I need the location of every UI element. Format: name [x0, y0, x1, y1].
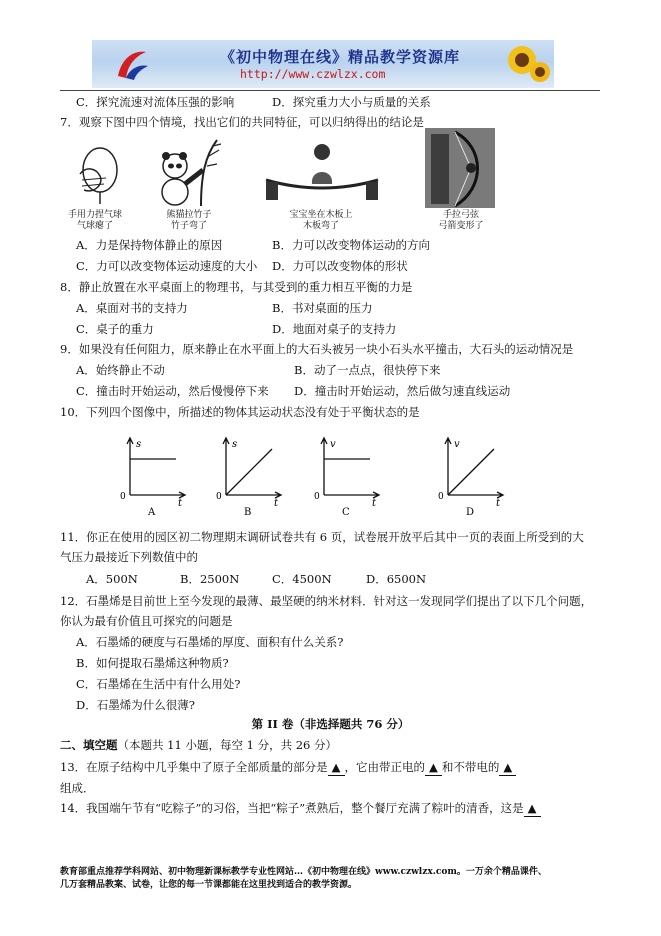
banner-title: 《初中物理在线》精品教学资源库: [220, 48, 461, 66]
q14-text-1: 14．我国端午节有“吃粽子”的习俗，当把“粽子”煮熟后，整个餐厅充满了粽叶的清香，这是: [60, 801, 524, 815]
q8-option-d: D．地面对桌子的支持力: [272, 322, 397, 336]
q9-option-a: A．始终静止不动: [76, 363, 165, 377]
q13-text-3: 和不带电的: [441, 760, 500, 774]
graph-d-origin: 0: [438, 492, 444, 502]
balloon-squeeze-illustration: [66, 140, 130, 208]
q10-graph-a: [118, 435, 188, 520]
q13-line-2: 组成．: [60, 781, 95, 795]
q11-line-2: 气压力最接近下列数值中的: [60, 550, 198, 564]
sunflower-icon: [504, 42, 550, 88]
q12-option-c: C．石墨烯在生活中有什么用处?: [76, 677, 241, 691]
q8-option-a: A．桌面对书的支持力: [76, 301, 188, 315]
q9-stem: 9．如果没有任何阻力，原来静止在水平面上的大石头被另一块小石头水平撞击，大石头的运动情况是: [60, 342, 574, 356]
q10-graph-c: [312, 435, 382, 520]
q12-option-b: B．如何提取石墨烯这种物质?: [76, 656, 229, 670]
q7-caption-1: 手用力捏气球 气球瘪了: [67, 210, 122, 231]
q11-option-d: D．6500N: [366, 572, 427, 586]
q7-option-c: C．力可以改变物体运动速度的大小: [76, 259, 258, 273]
fill-section-heading: [60, 738, 337, 753]
answer-blank[interactable]: ▲: [524, 801, 541, 817]
graph-b-letter: B: [244, 507, 252, 518]
graph-c-letter: C: [342, 507, 350, 518]
answer-blank[interactable]: ▲: [425, 760, 442, 776]
q7-caption-4: 手拉弓弦 弓箭变形了: [438, 210, 484, 231]
q9-option-b: B．动了一点点，很快停下来: [294, 363, 441, 377]
q13-line-1: [60, 760, 516, 776]
graph-a-xlabel: t: [178, 498, 183, 509]
bow-and-arrow-illustration: [425, 128, 495, 208]
graph-b-origin: 0: [216, 492, 222, 502]
q12-line-2: 你认为最有价值且可探究的问题是: [60, 614, 233, 628]
footer-line-1: 教育部重点推荐学科网站、初中物理新课标教学专业性网站…《初中物理在线》www.czwlzx.com。一万余个精品课件、: [60, 867, 547, 877]
q8-stem: 8．静止放置在水平桌面上的物理书，与其受到的重力相互平衡的力是: [60, 280, 413, 294]
answer-blank[interactable]: ▲: [499, 760, 516, 776]
q7-option-b: B．力可以改变物体运动的方向: [272, 238, 430, 252]
q7-stem: 7．观察下图中四个情境，找出它们的共同特征，可以归纳得出的结论是: [60, 115, 424, 129]
q6-option-c: C．探究流速对流体压强的影响: [76, 95, 235, 109]
fill-description: （本题共 11 小题，每空 1 分，共 26 分）: [117, 738, 338, 752]
q11-option-b: B．2500N: [180, 572, 240, 586]
fill-heading: 二、填空题: [60, 738, 118, 752]
q7-caption-2: 熊猫拉竹子 竹子弯了: [166, 210, 212, 231]
q11-option-a: A．500N: [86, 572, 138, 586]
graph-a-letter: A: [148, 507, 156, 518]
header-rule: [60, 90, 600, 91]
graph-b-xlabel: t: [274, 498, 279, 509]
part-two-title: 第 II 卷（非选择题共 76 分）: [251, 717, 410, 731]
q8-option-c: C．桌子的重力: [76, 322, 154, 336]
graph-d-ylabel: v: [454, 439, 460, 450]
graph-c-ylabel: v: [330, 439, 336, 450]
graph-c-xlabel: t: [372, 498, 377, 509]
q13-text-1: 13．在原子结构中几乎集中了原子全部质量的部分是: [60, 760, 328, 774]
q7-option-a: A．力是保持物体静止的原因: [76, 238, 223, 252]
q14-line-1: [60, 801, 541, 817]
q10-graph-d: [436, 435, 506, 520]
q7-caption-3: 宝宝坐在木板上 木板弯了: [289, 210, 353, 231]
graph-a-ylabel: s: [136, 439, 142, 450]
q11-line-1: 11．你正在使用的园区初二物理期末调研试卷共有 6 页，试卷展开放平后其中一页的表面上所受到的大: [60, 530, 584, 544]
q13-text-2: ，它由带正电的: [344, 760, 425, 774]
q12-line-1: 12．石墨烯是目前世上至今发现的最薄、最坚硬的纳米材料．针对这一发现同学们提出了以下几个问题，: [60, 594, 593, 608]
answer-blank[interactable]: ▲: [328, 760, 345, 776]
banner-url: http://www.czwlzx.com: [240, 67, 386, 81]
q9-option-d: D．撞击时开始运动，然后做匀速直线运动: [294, 384, 511, 398]
q12-option-d: D．石墨烯为什么很薄?: [76, 698, 195, 712]
graph-d-letter: D: [466, 507, 475, 518]
q10-graph-b: [214, 435, 284, 520]
q9-option-c: C．撞击时开始运动，然后慢慢停下来: [76, 384, 269, 398]
panda-bamboo-illustration: [157, 136, 223, 208]
q10-stem: 10．下列四个图像中，所描述的物体其运动状态没有处于平衡状态的是: [60, 405, 420, 419]
graph-b-ylabel: s: [232, 439, 238, 450]
q12-option-a: A．石墨烯的硬度与石墨烯的厚度、面积有什么关系?: [76, 635, 344, 649]
q11-option-c: C．4500N: [272, 572, 332, 586]
q6-option-d: D．探究重力大小与质量的关系: [272, 95, 431, 109]
footer-line-2: 几万套精品教案、试卷，让您的每一节课都能在这里找到适合的教学资源。: [60, 880, 358, 890]
baby-on-plank-illustration: [262, 140, 382, 208]
header-banner: [92, 40, 554, 88]
q8-option-b: B．书对桌面的压力: [272, 301, 373, 315]
q7-option-d: D．力可以改变物体的形状: [272, 259, 408, 273]
graph-a-origin: 0: [120, 492, 126, 502]
graph-d-xlabel: t: [496, 498, 501, 509]
graph-c-origin: 0: [314, 492, 320, 502]
site-logo-icon: [112, 46, 152, 84]
